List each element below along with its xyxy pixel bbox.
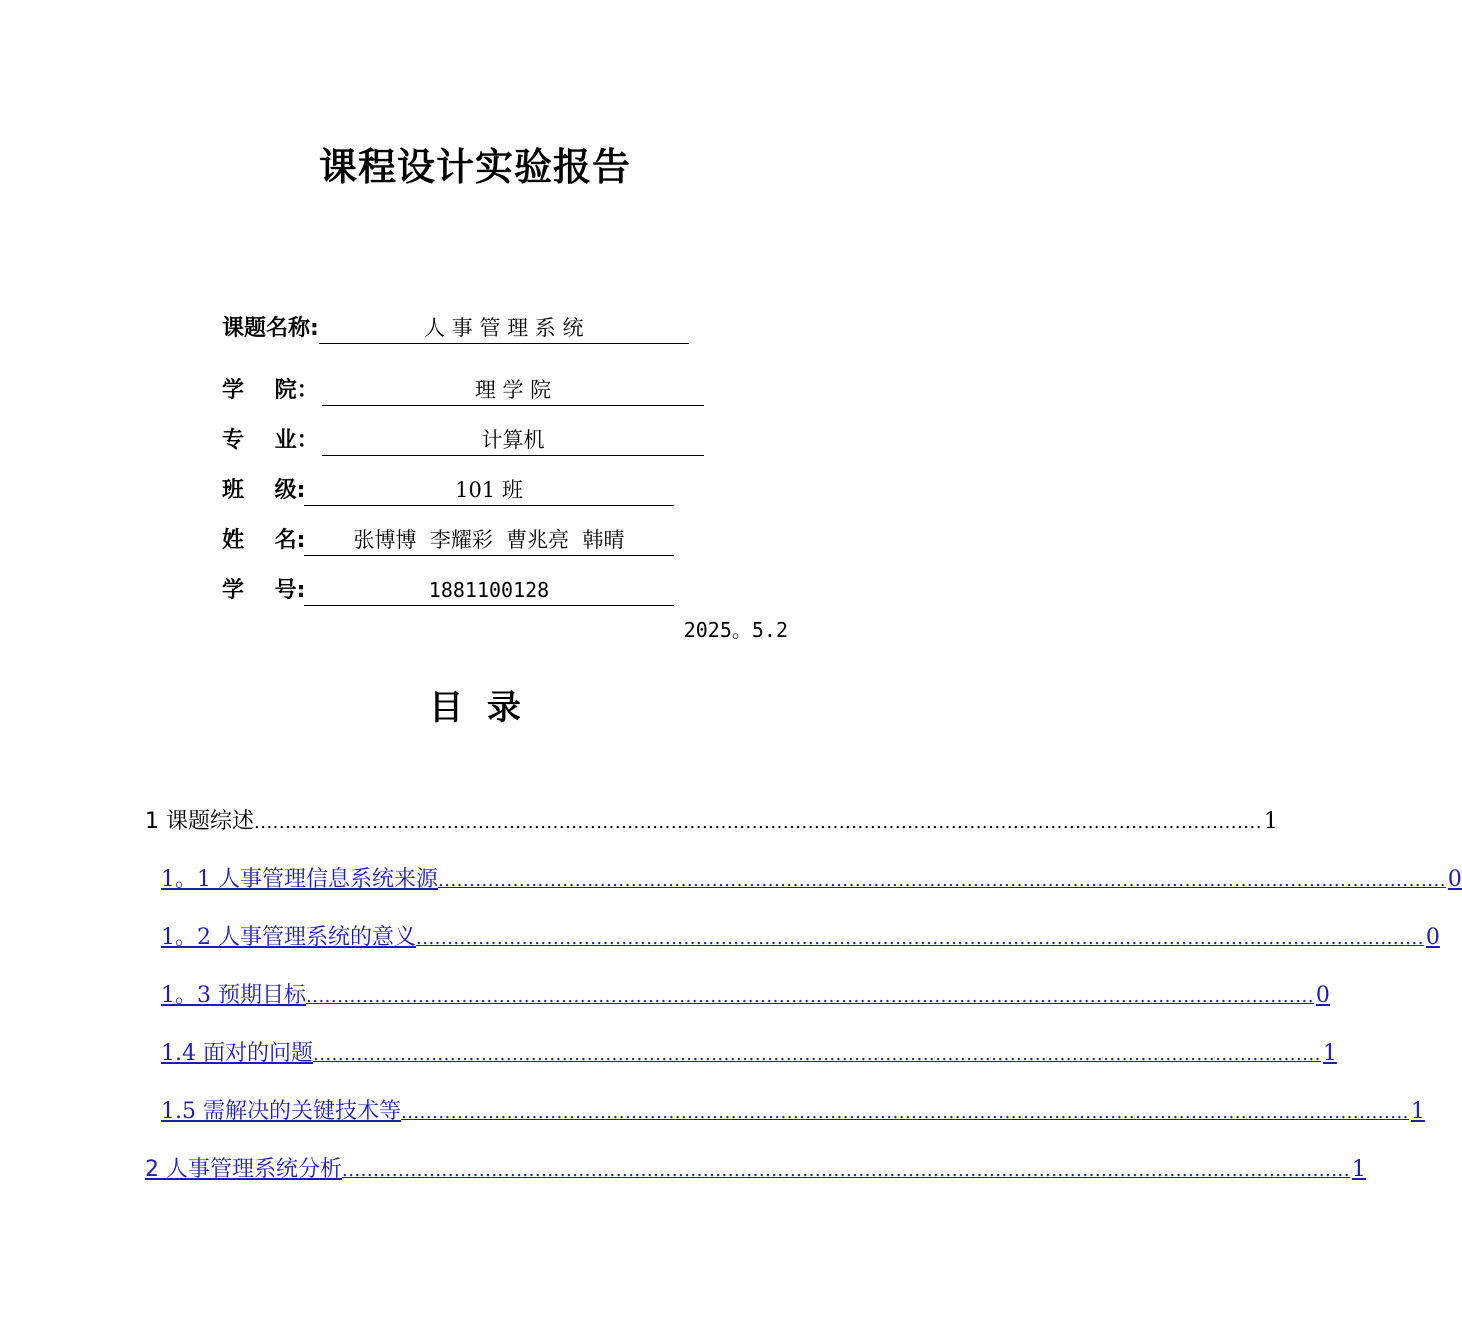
toc-item-1-1[interactable] bbox=[161, 862, 1462, 896]
toc-item-1-5-text: 1.5 需解决的关键技术等 bbox=[161, 1099, 401, 1124]
toc-item-1-1-page: 0 bbox=[1447, 867, 1462, 892]
field-college-value: 理 学 院 bbox=[322, 375, 704, 406]
toc-item-1-5-page: 1 bbox=[1410, 1099, 1425, 1124]
toc-item-2-text: 2 人事管理系统分析 bbox=[145, 1157, 342, 1182]
toc-item-1-text: 1 课题综述 bbox=[145, 809, 254, 834]
toc-leader-dots: .................................................................................................................................................................. bbox=[306, 986, 1314, 1007]
toc-item-1-3-page: 0 bbox=[1315, 983, 1330, 1008]
field-major bbox=[222, 422, 704, 456]
toc-leader-dots: .................................................................................................................................................................. bbox=[416, 928, 1424, 949]
field-student-id-label: 学 号: bbox=[222, 578, 306, 603]
field-name-value: 张博博 李耀彩 曹兆亮 韩晴 bbox=[304, 525, 674, 556]
field-class-value: 101 班 bbox=[304, 475, 674, 506]
field-topic-value: 人 事 管 理 系 统 bbox=[319, 313, 689, 344]
toc-item-2-page: 1 bbox=[1351, 1157, 1366, 1182]
toc-leader-dots: .................................................................................................................................................................. bbox=[254, 812, 1262, 833]
toc-title: 目 录 bbox=[429, 688, 521, 728]
toc-item-2[interactable] bbox=[145, 1152, 1366, 1186]
document-title: 课程设计实验报告 bbox=[318, 145, 631, 189]
field-student-id-value: 1881100128 bbox=[304, 575, 674, 606]
toc-item-1-4-page: 1 bbox=[1322, 1041, 1337, 1066]
toc-item-1-1-text: 1。1 人事管理信息系统来源 bbox=[161, 867, 438, 892]
toc-item-1-5[interactable] bbox=[161, 1094, 1425, 1128]
toc-leader-dots: .................................................................................................................................................................. bbox=[312, 1044, 1321, 1065]
toc-item-1-3-text: 1。3 预期目标 bbox=[161, 983, 306, 1008]
toc-item-1-4[interactable] bbox=[161, 1036, 1337, 1070]
toc-item-1-page: 1 bbox=[1263, 809, 1278, 834]
toc-item-1-3[interactable] bbox=[161, 978, 1330, 1012]
toc-leader-dots: .................................................................................................................................................................. bbox=[438, 870, 1446, 891]
toc-item-1-2-text: 1。2 人事管理系统的意义 bbox=[161, 925, 416, 950]
field-name-label: 姓 名: bbox=[222, 528, 306, 553]
field-college bbox=[222, 372, 704, 406]
field-name bbox=[222, 522, 674, 556]
field-topic bbox=[222, 310, 689, 344]
field-major-value: 计算机 bbox=[322, 425, 704, 456]
toc-item-1-4-text: 1.4 面对的问题 bbox=[161, 1041, 313, 1066]
field-class-label: 班 级: bbox=[222, 478, 306, 503]
field-topic-label: 课题名称: bbox=[222, 316, 319, 341]
field-major-label: 专 业： bbox=[222, 428, 319, 453]
field-college-label: 学 院： bbox=[222, 378, 319, 403]
toc-leader-dots: .................................................................................................................................................................. bbox=[400, 1102, 1409, 1123]
report-date: 2025。5.2 bbox=[683, 618, 788, 642]
toc-leader-dots: .................................................................................................................................................................. bbox=[342, 1160, 1350, 1181]
field-student-id bbox=[222, 572, 674, 606]
toc-item-1[interactable] bbox=[145, 804, 1278, 838]
field-class bbox=[222, 472, 674, 506]
toc-item-1-2-page: 0 bbox=[1425, 925, 1440, 950]
toc-item-1-2[interactable] bbox=[161, 920, 1440, 954]
